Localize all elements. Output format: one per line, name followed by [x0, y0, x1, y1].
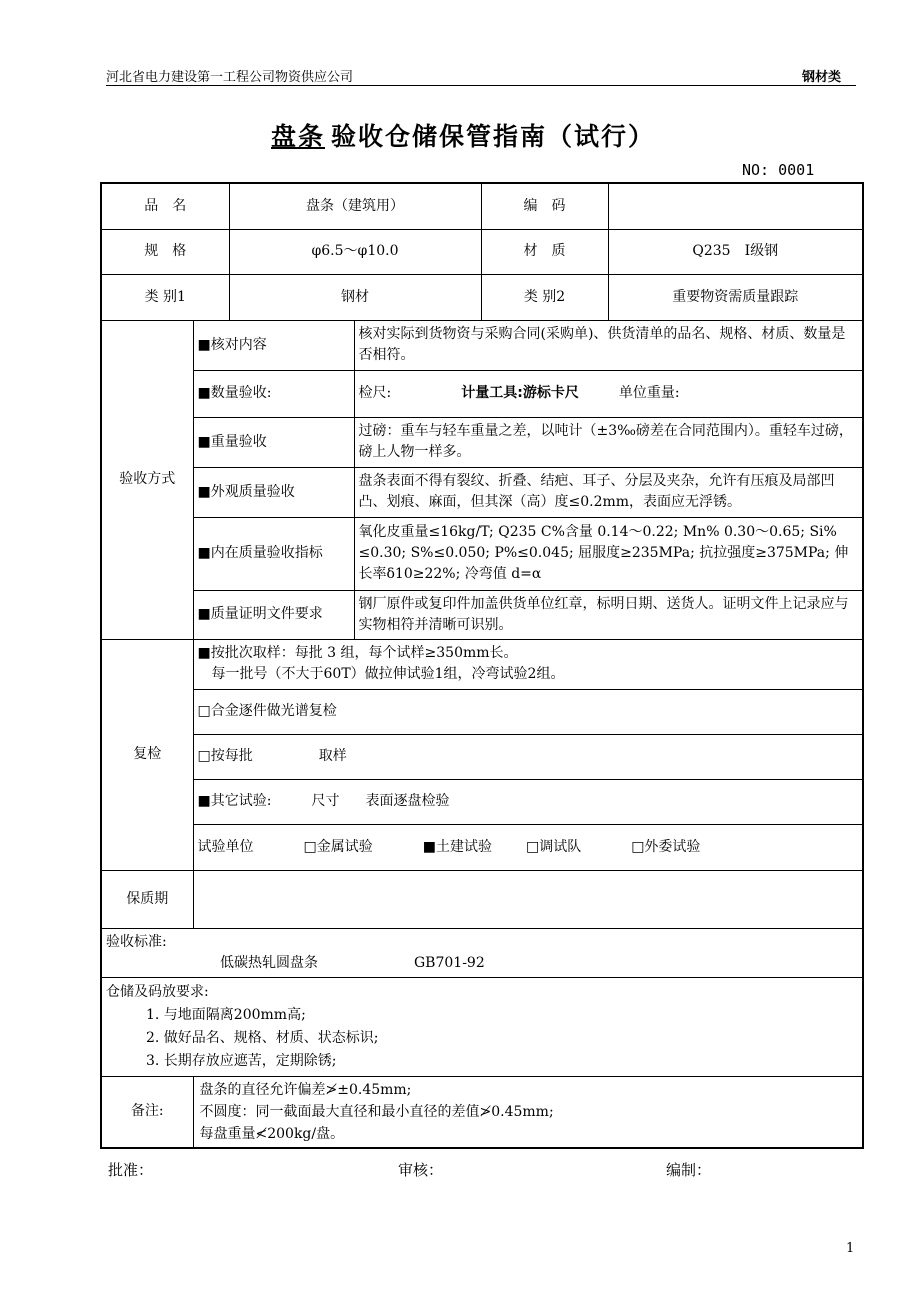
- standard-label: 验收标准:: [106, 933, 167, 950]
- storage-item: 3. 长期存放应遮苦，定期除锈;: [146, 1052, 337, 1069]
- inspect-item-text: 氧化皮重量≤16kg/T; Q235 C%含量 0.14～0.22; Mn% 0.30～0.65; Si% ≤0.30; S%≤0.050; P%≤0.045; 屈服度≥235MPa; 抗拉强度≥375MPa; 伸长率δ10≥22%; 冷弯值 d=α: [354, 517, 863, 590]
- cat1-label: 类 别1: [101, 274, 229, 320]
- storage-item: 2. 做好品名、规格、材质、状态标识;: [146, 1029, 379, 1046]
- inspect-item-text: 盘条表面不得有裂纹、折叠、结疤、耳子、分层及夹杂，允许有压痕及局部凹凸、划痕、麻面，但其深（高）度≤0.2mm，表面应无浮锈。: [354, 467, 863, 517]
- inspect-item-label: ■重量验收: [193, 417, 354, 467]
- name-label: 品 名: [101, 183, 229, 229]
- review-label: 审核：: [398, 1161, 444, 1179]
- inspect-item-text: 钢厂原件或复印件加盖供货单位红章，标明日期、送货人。证明文件上记录应与实物相符并清晰可识别。: [354, 590, 863, 639]
- remarks-line: 不圆度：同一截面最大直径和最小直径的差值≯0.45mm;: [199, 1103, 554, 1120]
- approve-label: 批准：: [108, 1161, 154, 1179]
- company-name: 河北省电力建设第一工程公司物资供应公司: [106, 70, 354, 85]
- test-unit-commissioning: □调试队: [525, 838, 582, 855]
- code-label: 编 码: [481, 183, 608, 229]
- remarks-label: 备注:: [101, 1076, 193, 1148]
- standard-cell: [101, 928, 863, 977]
- quantity-inspection-text: [354, 370, 863, 417]
- recheck-alloy: □合金逐件做光谱复检: [193, 689, 863, 734]
- quantity-measure: 检尺:: [358, 385, 392, 401]
- recheck-line1: ■按批次取样：每批 3 组，每个试样≥350mm长。: [197, 645, 518, 661]
- remarks-cell: [193, 1076, 863, 1148]
- recheck-sampling: [193, 639, 863, 689]
- guide-table: [100, 182, 862, 1149]
- cat1-value: 钢材: [229, 274, 481, 320]
- material-label: 材 质: [481, 229, 608, 274]
- test-unit-metal: □金属试验: [303, 838, 373, 855]
- storage-label: 仓储及码放要求:: [106, 983, 209, 1000]
- title-product: 盘条: [270, 122, 325, 151]
- page-title: [0, 117, 920, 153]
- cat2-value: 重要物资需质量跟踪: [608, 274, 863, 320]
- compile-label: 编制：: [666, 1161, 712, 1179]
- recheck-other-b: 尺寸: [311, 793, 340, 809]
- storage-item: 1. 与地面隔离200mm高;: [146, 1006, 306, 1023]
- recheck-batch: [193, 734, 863, 779]
- recheck-label: 复检: [101, 639, 193, 870]
- test-unit-civil: ■土建试验: [422, 838, 492, 855]
- standard-code: GB701-92: [414, 954, 485, 971]
- header-rule: [106, 85, 856, 86]
- recheck-units: [193, 824, 863, 870]
- warranty-value: [193, 870, 863, 928]
- remarks-line: 每盘重量≮200kg/盘。: [199, 1125, 345, 1142]
- test-unit-external: □外委试验: [631, 838, 701, 855]
- quantity-unit-weight: 单位重量:: [618, 385, 680, 401]
- code-value: [608, 183, 863, 229]
- spec-value: φ6.5～φ10.0: [229, 229, 481, 274]
- inspect-item-label: ■核对内容: [193, 320, 354, 370]
- quantity-tool: 计量工具:游标卡尺: [461, 385, 579, 401]
- doc-number: NO: 0001: [742, 161, 815, 179]
- name-value: 盘条（建筑用）: [229, 183, 481, 229]
- recheck-batch-b: 取样: [318, 748, 347, 764]
- standard-line: [106, 953, 858, 974]
- remarks-line: 盘条的直径允许偏差≯±0.45mm;: [199, 1081, 412, 1098]
- recheck-batch-a: □按每批: [197, 748, 253, 764]
- warranty-label: 保质期: [101, 870, 193, 928]
- cat2-label: 类 别2: [481, 274, 608, 320]
- title-main: 验收仓储保管指南（试行）: [331, 122, 656, 151]
- recheck-line2: 每一批号（不大于60T）做拉伸试验1组，冷弯试验2组。: [211, 666, 565, 682]
- recheck-other-a: ■其它试验:: [197, 793, 272, 809]
- inspection-label: 验收方式: [101, 320, 193, 639]
- inspect-item-text: 过磅：重车与轻车重量之差，以吨计（±3‰磅差在合同范围内）。重轻车过磅，磅上人物一样多。: [354, 417, 863, 467]
- storage-cell: [101, 977, 863, 1076]
- inspect-item-text: 核对实际到货物资与采购合同(采购单)、供货清单的品名、规格、材质、数量是否相符。: [354, 320, 863, 370]
- recheck-other-c: 表面逐盘检验: [365, 793, 450, 809]
- test-unit-label: 试验单位: [197, 838, 254, 855]
- recheck-other: [193, 779, 863, 824]
- inspect-item-label: ■质量证明文件要求: [193, 590, 354, 639]
- page-number: 1: [846, 1241, 855, 1256]
- inspect-item-label: ■内在质量验收指标: [193, 517, 354, 590]
- standard-name: 低碳热轧圆盘条: [220, 954, 318, 971]
- material-value: Q235 Ⅰ级钢: [608, 229, 863, 274]
- inspect-item-label: ■数量验收:: [193, 370, 354, 417]
- spec-label: 规 格: [101, 229, 229, 274]
- inspect-item-label: ■外观质量验收: [193, 467, 354, 517]
- category-label: 钢材类: [802, 70, 842, 85]
